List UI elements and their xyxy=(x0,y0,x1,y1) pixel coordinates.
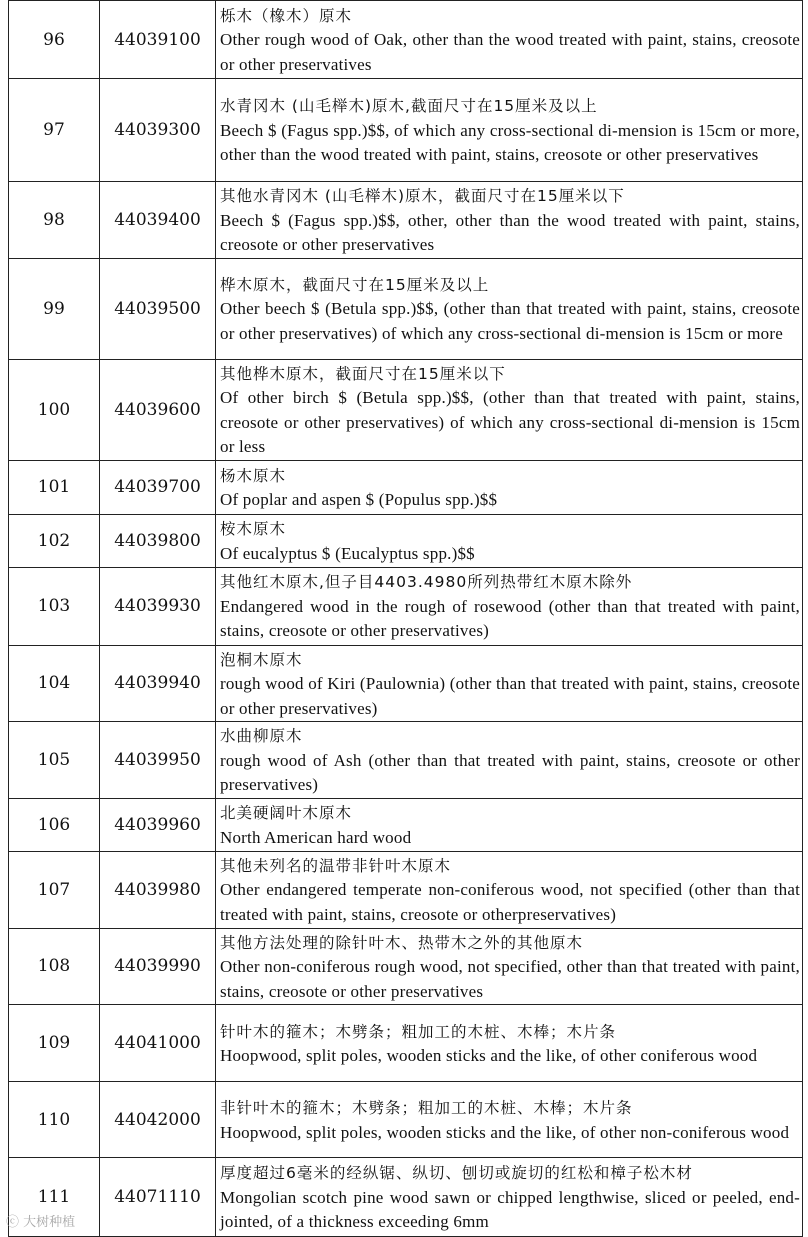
description-cell xyxy=(216,928,803,1005)
description-chinese: 桦木原木，截面尺寸在15厘米及以上 xyxy=(220,275,490,294)
description-english: Hoopwood, split poles, wooden sticks and the like, of other non-coniferous wood xyxy=(220,1122,790,1142)
description-cell xyxy=(216,798,803,851)
table-row xyxy=(9,645,803,722)
row-number: 102 xyxy=(9,514,100,567)
description-chinese: 针叶木的箍木；木劈条；粗加工的木桩、木棒；木片条 xyxy=(220,1022,617,1041)
row-number: 99 xyxy=(9,258,100,359)
table-row xyxy=(9,1005,803,1082)
description-chinese: 水曲柳原木 xyxy=(220,727,303,745)
hs-code: 44039990 xyxy=(100,928,216,1005)
description-english: Of eucalyptus $ (Eucalyptus spp.)$$ xyxy=(220,543,475,563)
hs-code: 44039800 xyxy=(100,514,216,567)
row-number: 111 xyxy=(9,1158,100,1237)
description-english: Beech $ (Fagus spp.)$$, of which any cross-sectional di-mension is 15cm or more, other than the wood treated with paint, stains, creosote or other preservatives xyxy=(220,120,800,165)
description-english: rough wood of Ash (other than that treated with paint, stains, creosote or other preservatives) xyxy=(220,750,800,794)
description-chinese: 桉木原木 xyxy=(220,520,287,538)
description-chinese: 其他桦木原木，截面尺寸在15厘米以下 xyxy=(220,364,506,383)
row-number: 96 xyxy=(9,1,100,79)
description-english: Other rough wood of Oak, other than the wood treated with paint, stains, creosote or other preservatives xyxy=(220,30,800,74)
table-row xyxy=(9,1,803,79)
hs-code: 44039950 xyxy=(100,722,216,799)
description-chinese: 栎木（橡木）原木 xyxy=(220,6,353,25)
description-english: North American hard wood xyxy=(220,827,412,847)
row-number: 100 xyxy=(9,359,100,460)
description-chinese: 泡桐木原木 xyxy=(220,650,303,669)
table-row xyxy=(9,1082,803,1158)
description-chinese: 非针叶木的箍木；木劈条；粗加工的木桩、木棒；木片条 xyxy=(220,1099,633,1117)
row-number: 97 xyxy=(9,79,100,182)
description-cell xyxy=(216,1005,803,1082)
table-row xyxy=(9,851,803,928)
description-chinese: 北美硬阔叶木原木 xyxy=(220,804,353,822)
table-body xyxy=(9,1,803,1237)
row-number: 105 xyxy=(9,722,100,799)
row-number: 103 xyxy=(9,567,100,645)
description-cell xyxy=(216,182,803,259)
hs-code: 44042000 xyxy=(100,1082,216,1158)
hs-code: 44039300 xyxy=(100,79,216,182)
hs-code: 44039700 xyxy=(100,460,216,514)
description-chinese: 厚度超过6毫米的经纵锯、纵切、刨切或旋切的红松和樟子松木材 xyxy=(220,1164,693,1183)
description-english: rough wood of Kiri (Paulownia) (other than that treated with paint, stains, creosote or other preservatives) xyxy=(220,674,800,718)
description-chinese: 其他红木原木,但子目4403.4980所列热带红木原木除外 xyxy=(220,573,633,592)
hs-code: 44039930 xyxy=(100,567,216,645)
description-english: Hoopwood, split poles, wooden sticks and the like, of other coniferous wood xyxy=(220,1046,758,1065)
table-row xyxy=(9,79,803,182)
watermark: ⓒ 大树种植 xyxy=(6,1215,76,1230)
description-english: Of poplar and aspen $ (Populus spp.)$$ xyxy=(220,490,498,509)
description-cell xyxy=(216,514,803,567)
description-cell xyxy=(216,645,803,722)
description-english: Other endangered temperate non-coniferous wood, not specified (other than that treated with paint, stains, creosote or otherpreservatives) xyxy=(220,880,800,924)
description-cell xyxy=(216,1,803,79)
description-english: Beech $ (Fagus spp.)$$, other, other than the wood treated with paint, stains, creosote or other preservatives xyxy=(220,210,800,254)
description-cell xyxy=(216,1158,803,1237)
description-chinese: 水青冈木 (山毛榉木)原木,截面尺寸在15厘米及以上 xyxy=(220,97,598,116)
description-cell xyxy=(216,359,803,460)
hs-code: 44039940 xyxy=(100,645,216,722)
hs-code: 44039100 xyxy=(100,1,216,79)
hs-code: 44041000 xyxy=(100,1005,216,1082)
description-cell xyxy=(216,460,803,514)
table-row xyxy=(9,460,803,514)
description-cell xyxy=(216,722,803,799)
table-row xyxy=(9,258,803,359)
description-english: Other non-coniferous rough wood, not specified, other than that treated with paint, stains, creosote or other preservatives xyxy=(220,957,800,1001)
hs-code-table xyxy=(8,0,803,1237)
table-row xyxy=(9,928,803,1005)
table-row xyxy=(9,798,803,851)
description-cell xyxy=(216,851,803,928)
description-chinese: 其他方法处理的除针叶木、热带木之外的其他原木 xyxy=(220,933,584,952)
description-chinese: 其他水青冈木 (山毛榉木)原木，截面尺寸在15厘米以下 xyxy=(220,187,625,205)
description-cell xyxy=(216,1082,803,1158)
table-row xyxy=(9,567,803,645)
description-cell xyxy=(216,258,803,359)
description-cell xyxy=(216,79,803,182)
hs-code: 44039600 xyxy=(100,359,216,460)
row-number: 108 xyxy=(9,928,100,1005)
hs-code: 44039980 xyxy=(100,851,216,928)
row-number: 106 xyxy=(9,798,100,851)
hs-code: 44039400 xyxy=(100,182,216,259)
row-number: 98 xyxy=(9,182,100,259)
hs-code: 44071110 xyxy=(100,1158,216,1237)
table-row xyxy=(9,1158,803,1237)
row-number: 107 xyxy=(9,851,100,928)
description-cell xyxy=(216,567,803,645)
row-number: 104 xyxy=(9,645,100,722)
table-row xyxy=(9,182,803,259)
row-number: 101 xyxy=(9,460,100,514)
table-row xyxy=(9,359,803,460)
description-english: Other beech $ (Betula spp.)$$, (other than that treated with paint, stains, creosote or other preservatives) of which any cross-sectional di-mension is 15cm or more xyxy=(220,299,800,343)
hs-code: 44039960 xyxy=(100,798,216,851)
description-chinese: 其他未列名的温带非针叶木原木 xyxy=(220,856,452,875)
description-english: Endangered wood in the rough of rosewood (other than that treated with paint, stains, creosote or other preservatives) xyxy=(220,596,800,641)
description-english: Mongolian scotch pine wood sawn or chipped lengthwise, sliced or peeled, end-jointed, of a thickness exceeding 6mm xyxy=(220,1187,800,1232)
hs-code: 44039500 xyxy=(100,258,216,359)
description-chinese: 杨木原木 xyxy=(220,466,287,485)
table-row xyxy=(9,722,803,799)
row-number: 110 xyxy=(9,1082,100,1158)
row-number: 109 xyxy=(9,1005,100,1082)
table-row xyxy=(9,514,803,567)
description-english: Of other birch $ (Betula spp.)$$, (other than that treated with paint, stains, creosote or other preservatives) of which any cross-sectional di-mension is 15cm or less xyxy=(220,388,800,456)
